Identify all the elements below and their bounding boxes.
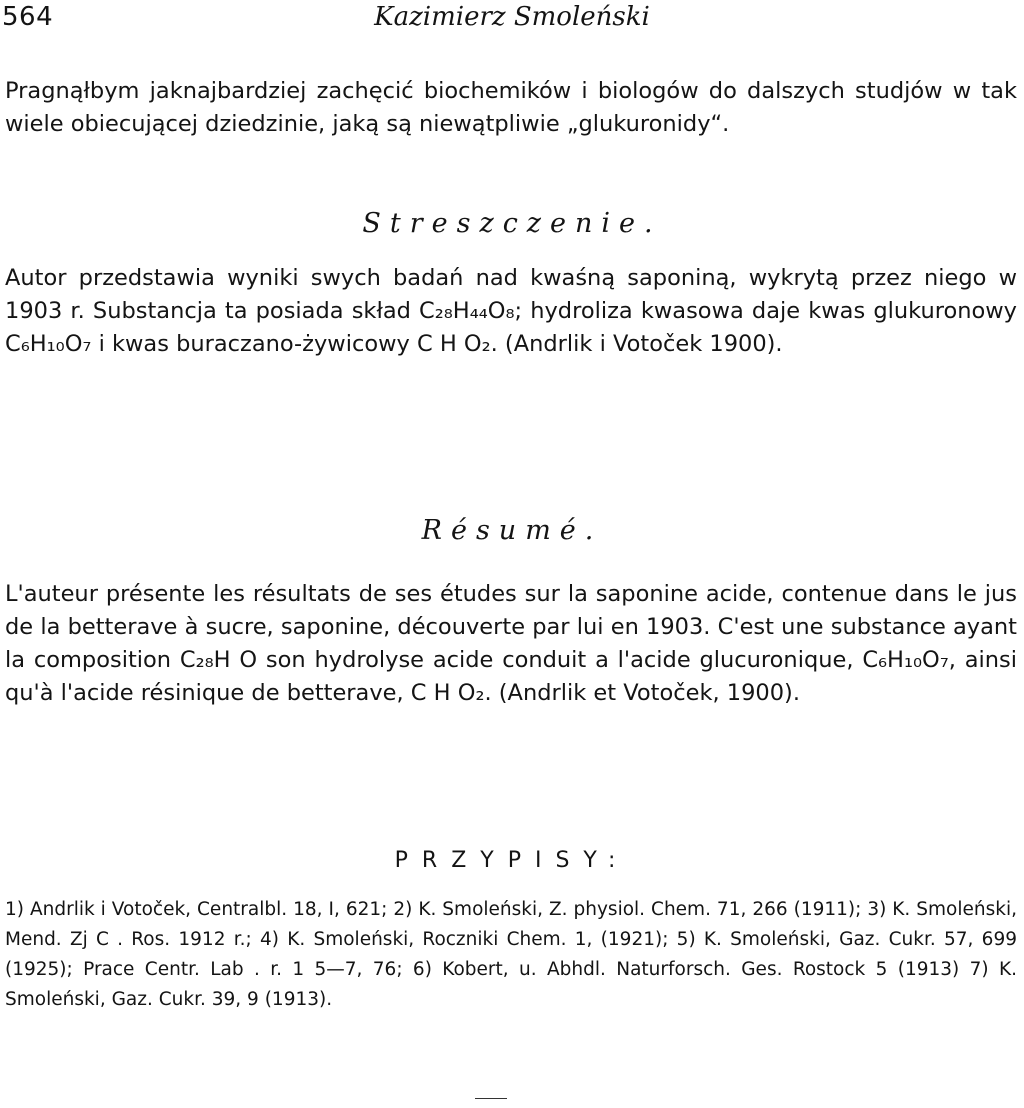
page-number: 564 <box>2 2 54 32</box>
bottom-rule <box>475 1098 507 1099</box>
intro-paragraph: Pragnąłbym jaknajbardziej zachęcić biochemików i biologów do dalszych studjów w tak wiele obiecującej dziedzinie, jaką są niewątpliwie „glukuronidy“. <box>5 78 1017 137</box>
resume-heading: Résumé. <box>421 515 603 546</box>
footnotes-text: 1) Andrlik i Votoček, Centralbl. 18, I, 621; 2) K. Smoleński, Z. physiol. Chem. 71, 266 (1911); 3) K. Smoleński, Mend. Zj C . Ros. 1912 r.; 4) K. Smoleński, Roczniki Chem. 1, (1921); 5) K. Smoleński, Gaz. Cukr. 57, 699 (1925); Prace Centr. Lab . r. 1 5—7, 76; 6) Kobert, u. Abhdl. Naturforsch. Ges. Rostock 5 (1913) 7) K. Smoleński, Gaz. Cukr. 39, 9 (1913). <box>5 899 1017 1010</box>
footnotes-heading: PRZYPISY: <box>394 848 630 873</box>
streszczenie-paragraph: Autor przedstawia wyniki swych badań nad kwaśną saponiną, wykrytą przez niego w 1903 r. Substancja ta posiada skład C₂₈H₄₄O₈; hydroliza kwasowa daje kwas glukuronowy C₆H₁₀O₇ i kwas buraczano-żywicowy C H O₂. (Andrlik i Votoček 1900). <box>5 265 1017 357</box>
resume-paragraph: L'auteur présente les résultats de ses études sur la saponine acide, contenue dans le jus de la betterave à sucre, saponine, découverte par lui en 1903. C'est une substance ayant la composition C₂₈H O son hydrolyse acide conduit a l'acide glucuronique, C₆H₁₀O₇, ainsi qu'à l'acide résinique de betterave, C H O₂. (Andrlik et Votoček, 1900). <box>5 581 1017 706</box>
page-header <box>0 2 1024 38</box>
streszczenie-heading: Streszczenie. <box>362 208 662 239</box>
running-title: Kazimierz Smoleński <box>374 2 650 32</box>
